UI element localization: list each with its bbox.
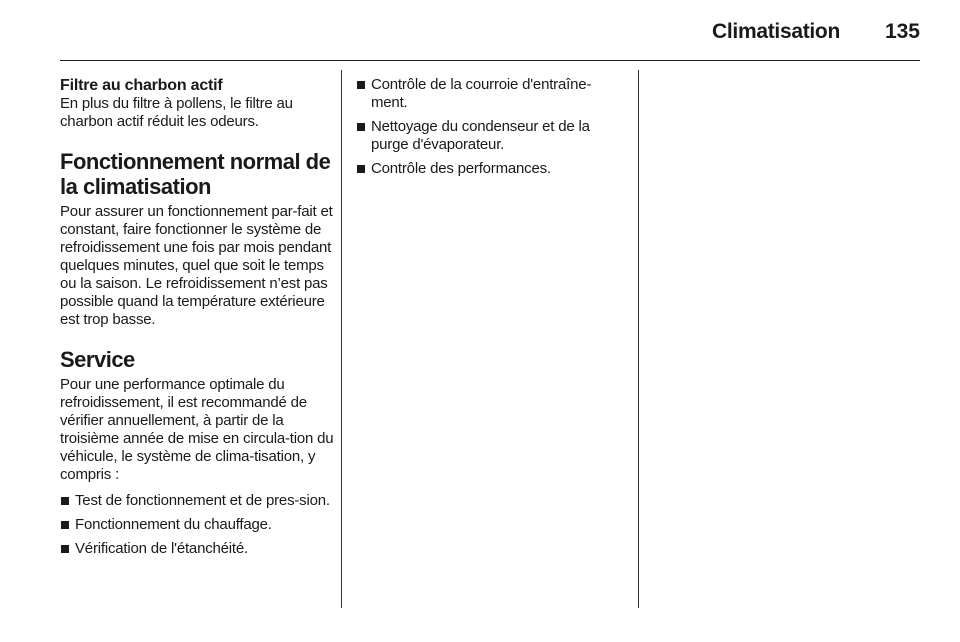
list-item: Vérification de l'étanchéité. xyxy=(60,540,340,558)
column-middle xyxy=(356,76,624,184)
list-item: Contrôle de la courroie d'entraîne-ment. xyxy=(356,76,624,112)
filter-paragraph: En plus du filtre à pollens, le filtre au charbon actif réduit les odeurs. xyxy=(60,95,293,130)
column-left xyxy=(60,76,340,564)
square-bullet-icon xyxy=(61,545,69,553)
normal-operation-heading: Fonctionnement normal de la climatisation xyxy=(60,149,331,199)
list-item: Nettoyage du condenseur et de la purge d'évaporateur. xyxy=(356,118,624,154)
page-header xyxy=(60,14,920,61)
list-item: Test de fonctionnement et de pres-sion. xyxy=(60,492,340,510)
normal-operation-paragraph: Pour assurer un fonctionnement par-fait et constant, faire fonctionner le système de refroidissement une fois par mois pendant quelques minutes, quel que soit le temps ou la saison. Le refroidissement n’est pas possible quand la température extérieure est trop basse. xyxy=(60,203,333,328)
service-list-continued xyxy=(356,76,624,178)
square-bullet-icon xyxy=(357,123,365,131)
filter-heading: Filtre au charbon actif xyxy=(60,77,223,94)
square-bullet-icon xyxy=(61,521,69,529)
square-bullet-icon xyxy=(357,81,365,89)
service-list xyxy=(60,492,340,558)
service-heading: Service xyxy=(60,347,135,372)
square-bullet-icon xyxy=(61,497,69,505)
list-item: Contrôle des performances. xyxy=(356,160,624,178)
service-paragraph: Pour une performance optimale du refroidissement, il est recommandé de vérifier annuellement, à partir de la troisième année de mise en circula-tion du véhicule, le système de clima-tisation, y compris : xyxy=(60,376,334,483)
column-divider xyxy=(638,70,639,608)
chapter-title: Climatisation xyxy=(712,20,840,43)
square-bullet-icon xyxy=(357,165,365,173)
column-divider xyxy=(341,70,342,608)
list-item: Fonctionnement du chauffage. xyxy=(60,516,340,534)
page-number: 135 xyxy=(884,20,920,43)
